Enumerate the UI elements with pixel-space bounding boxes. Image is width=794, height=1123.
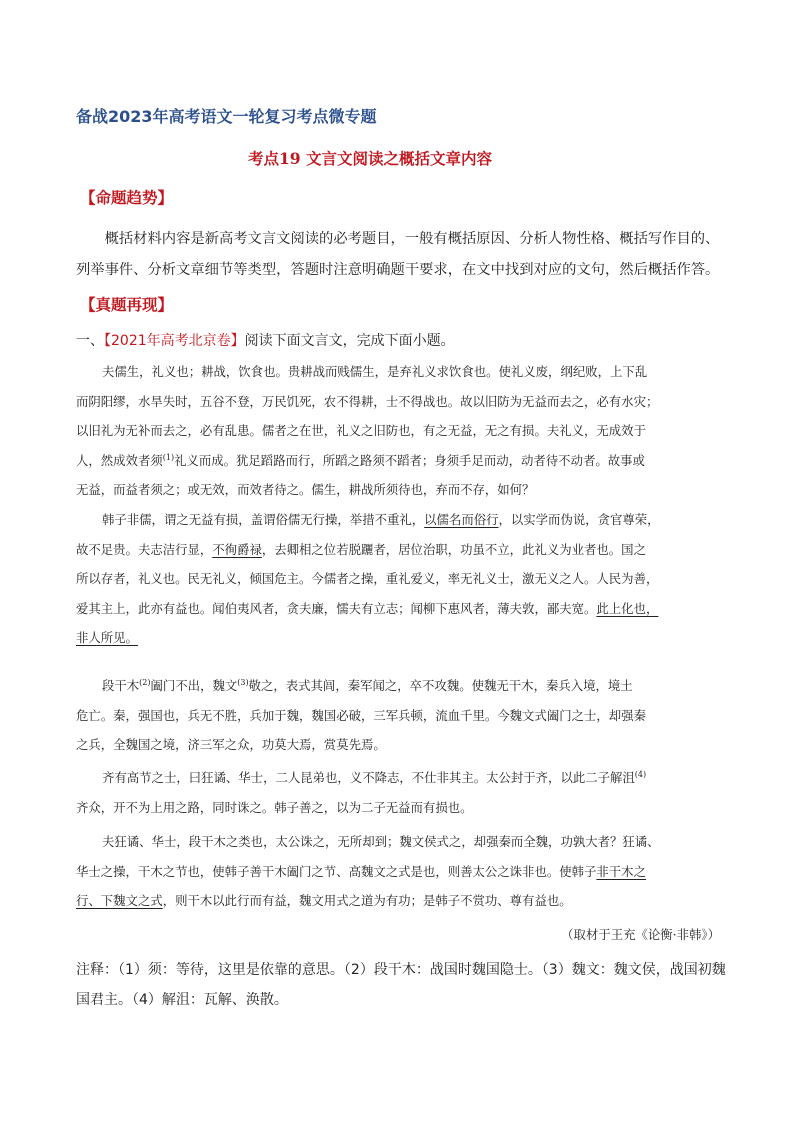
passage-line: 所以存者，礼义也。民无礼义，倾国危主。今儒者之操，重礼爱义，率无礼义士，激无义之人。人民为善，: [76, 571, 659, 587]
passage-text: ，以实学而伪说，贪官尊荣，: [498, 512, 660, 527]
bracket-open: 【: [104, 333, 111, 349]
passage-text: 人，然成效者须: [76, 452, 163, 468]
underlined-phrase: 非人所见。: [76, 630, 138, 646]
passage-line: [76, 623, 726, 653]
underlined-phrase: 行、下魏文之式: [76, 893, 163, 909]
question-line: [76, 330, 455, 350]
trend-paragraph: 概括材料内容是新高考文言文阅读的必考题目，一般有概括原因、分析人物性格、概括写作目的、列举事件、分析文章细节等类型，答题时注意明确题干要求，在文中找到对应的文句，然后概括作答。: [76, 231, 720, 278]
passage-line: 危亡。秦，强国也，兵无不胜，兵加于魏，魏国必破，三军兵顿，流血千里。今魏文式阖门之士，却强秦: [76, 707, 646, 723]
passage-line: 而阴阳缪，水旱失时，五谷不登，万民饥死，农不得耕，士不得战也。故以旧防为无益而去之，必有水灾；: [76, 393, 659, 409]
passage-line: [76, 763, 726, 793]
series-title: 备战2023年高考语文一轮复习考点微专题: [76, 107, 377, 126]
passage-text: 齐有高节之士，曰狂谲、华士，二人昆弟也，义不降志，不仕非其主。太公封于齐，以此二子解沮: [102, 770, 635, 785]
passage-line: [76, 594, 726, 624]
passage-paragraph-1: [76, 357, 726, 505]
underlined-phrase: 非干木之: [596, 863, 646, 879]
passage-text: 礼义而成。犹足蹈路而行，所蹈之路须不蹈者；身须手足而动，动者待不动者。故事或: [174, 452, 645, 468]
passage-line: 以旧礼为无补而去之，必有乱患。儒者之在世，礼义之旧防也，有之无益，无之有损。夫礼义，无成效于: [76, 423, 646, 439]
page-title: 考点19 文言文阅读之概括文章内容: [248, 149, 492, 168]
passage-line: [76, 857, 726, 887]
passage-paragraph-2: [76, 505, 726, 653]
passage-text: 段干木: [102, 678, 140, 693]
footnote-marker: (2): [139, 677, 151, 687]
passage-text: 敬之，表式其闾，秦军闻之，卒不攻魏。使魏无干木，秦兵入境，境土: [248, 678, 633, 693]
passage-line: 夫狂谲、华士，段干木之类也，太公诛之，无所却到；魏文侯式之，却强秦而全魏，功孰大者？狂谲、: [102, 834, 660, 849]
passage-line: 夫儒生，礼义也；耕战，饮食也。贵耕战而贱儒生，是弃礼义求饮食也。使礼义废，纲纪败，上下乱: [102, 364, 648, 379]
passage-text: 故不足贵。夫志洁行显，: [76, 541, 213, 557]
passage-text: 华士之操，干木之节也，使韩子善干木阖门之节、高魏文之式是也，则善太公之诛非也。使韩子: [76, 863, 597, 879]
passage-text: 韩子非儒，谓之无益有损，盖谓俗儒无行操，举措不重礼，: [102, 512, 425, 527]
passage-paragraph-4: [76, 763, 726, 822]
footnote-marker: (3): [237, 677, 249, 687]
exam-source: 2021年高考北京卷: [111, 333, 231, 349]
underlined-phrase: 此上化也，: [596, 600, 659, 616]
annotations: 注释：（1）须：等待，这里是依靠的意思。（2）段干木：战国时魏国隐士。（3）魏文：魏文侯，战国初魏国君主。（4）解沮：瓦解、涣散。: [76, 962, 726, 1008]
passage-line: [76, 505, 726, 535]
section-heading-trend: 【命题趋势】: [80, 188, 174, 207]
passage-text: 阖门不出，魏文: [150, 678, 238, 693]
passage-text: ，去卿相之位若脱躧者，居位治职，功虽不立，此礼义为业者也。国之: [261, 541, 646, 557]
passage-line: 齐众，开不为上用之路，同时诛之。韩子善之，以为二子无益而有损也。: [76, 799, 473, 815]
question-instruction: 阅读下面文言文，完成下面小题。: [244, 333, 455, 349]
bracket-close: 】: [230, 333, 245, 349]
footnote-marker: (4): [634, 769, 647, 779]
passage-line: 之兵，全魏国之境，济三军之众，功莫大焉，赏莫先焉。: [76, 737, 386, 753]
passage-line: [76, 671, 726, 701]
footnote-marker: (1): [162, 452, 175, 462]
passage-text: 爱其主上，此亦有益也。闻伯夷风者，贪夫廉，懦夫有立志；闻柳下惠风者，薄夫敦，鄙夫宽。: [76, 600, 597, 616]
question-number: 一、: [76, 333, 104, 349]
section-heading-exam: 【真题再现】: [80, 295, 174, 314]
passage-line: [76, 446, 726, 476]
passage-paragraph-5: [76, 827, 726, 916]
passage-line: 无益，而益者须之；或无效，而效者待之。儒生，耕战所须待也，弃而不存，如何？: [76, 482, 535, 498]
underlined-phrase: 以儒名而俗行: [424, 512, 499, 527]
passage-text: ，则干木以此行而有益，魏文用式之道为有功；是韩子不赏功、尊有益也。: [162, 893, 572, 909]
passage-line: [76, 886, 726, 916]
passage-source: （取材于王充《论衡·非韩》）: [561, 927, 720, 942]
passage-line: [76, 535, 726, 565]
passage-paragraph-3: [76, 671, 726, 760]
underlined-phrase: 不徇爵禄: [212, 541, 262, 557]
